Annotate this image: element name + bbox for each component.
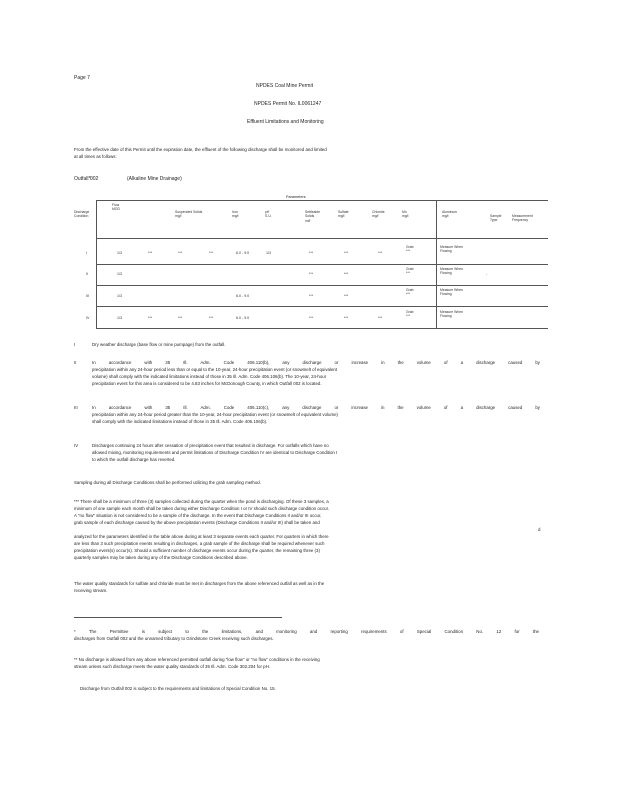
header-measurement-frequency: Measurement Frequency (512, 214, 533, 223)
row-divider (96, 264, 548, 265)
footnote-2-line: ** No discharge is allowed from any above referenced permitted outfall during "low flow" or "no flow" conditions in the receiving (74, 657, 320, 662)
row-value: *** (209, 316, 214, 320)
sampling-note: Sampling during all Discharge Conditions shall be performed utilizing the grab sampling method. (74, 480, 261, 485)
footnote-1-line: * The Permittee is subject to the limitations, and monitoring and reporting requirements of Special Condition No. 12 for the (74, 629, 539, 634)
footnote-1-line: discharges from Outfall 002 and the unnamed tributary to Grindstone Creek receiving such discharges. (74, 636, 274, 641)
row-frequency: Measure When Flowing (440, 310, 463, 319)
sampling-requirement-line: are less than 3 such precipitation events resulting in discharges, a grab sample of the discharge shall be required whenever such (74, 541, 325, 546)
row-condition: II (86, 272, 88, 276)
outfall-type: (Alkaline Mine Drainage) (127, 176, 182, 182)
row-sample-type: Grab *** (406, 267, 414, 276)
row-condition: I (86, 251, 87, 255)
footnote-separator (74, 617, 282, 618)
row-divider (96, 285, 548, 286)
header-mn: Mn mg/l (402, 210, 409, 219)
intro-line-1: From the effective date of this Permit until the expiration date, the effluent of the following discharge shall be monitored and limited (74, 147, 327, 152)
permit-title: NPDES Coal Mine Permit (256, 83, 313, 89)
condition-3-line: precipitation within any 24-hour period greater than the 10-year, 24-hour precipitation event (or snowmelt of equivalent volume) (92, 412, 339, 417)
row-flow-value: 1/3 (117, 294, 122, 298)
row-flow-value: 1/3 (117, 251, 122, 255)
condition-3-number: III (74, 405, 78, 410)
section-title: Effluent Limitations and Monitoring (247, 119, 324, 125)
condition-4-line: to which the outfall discharge has reverted. (92, 457, 176, 462)
condition-2-number: II (74, 360, 77, 365)
water-quality-line: receiving stream. (74, 588, 108, 593)
header-iron: Iron mg/l (232, 210, 239, 219)
condition-3-line: shall comply with the indicated limitations instead of those in 35 Ill. Adm. Code 406.106(b). (92, 419, 268, 424)
condition-1-text: Dry weather discharge (base flow or mine pumpage) from the outfall. (92, 342, 226, 347)
condition-2-line: precipitation within any 24-hour period less than or equal to the 10-year, 24-hour precipitation event (or snowmelt of equivalent (92, 367, 338, 372)
row-chloride: *** (344, 251, 349, 255)
row-divider (96, 306, 548, 307)
header-settleable: Settleable Solids ml/l (305, 210, 321, 223)
condition-1-number: I (74, 342, 76, 347)
row-sample-type: Grab *** (406, 288, 414, 297)
header-ph: pH S.U. (265, 210, 272, 219)
sampling-requirement-line: quarterly samples may be taken during any of the Discharge Conditions described above. (74, 555, 248, 560)
header-sample-type: Sample Type (490, 214, 502, 223)
row-sample-type: Grab *** (406, 245, 414, 254)
outfall-number: 002 (90, 176, 99, 182)
row-chloride: *** (344, 294, 349, 298)
table-top-rule (96, 200, 548, 201)
row-condition: III (86, 294, 89, 298)
row-frequency: Measure When Flowing (440, 288, 463, 297)
table-bottom-rule (96, 328, 548, 329)
header-discharge-condition: Discharge Condition (74, 210, 90, 219)
intro-line-2: at all times as follows: (74, 154, 117, 159)
header-suspended-solids: Suspended Solids mg/l (175, 210, 203, 219)
row-ph-range: 6.0 - 9.0 (236, 294, 250, 298)
parameters-title: Parameters (286, 195, 306, 199)
row-chloride: *** (344, 316, 349, 320)
condition-3-line: In accordance with 35 Ill. Adm. Code 406.110(c), any discharge or increase in the volume of a discharge caused by (92, 405, 540, 410)
condition-2-line: In accordance with 35 Ill. Adm. Code 406.110(b), any discharge or increase in the volume of a discharge caused by (92, 360, 540, 365)
row-ph-range: 6.0 - 9.0 (236, 316, 250, 320)
row-sulfate: *** (309, 272, 314, 276)
condition-4-number: IV (74, 443, 79, 448)
water-quality-line: The water quality standards for sulfate and chloride must be met in discharges from the above referenced outfall as well as in the (74, 581, 325, 586)
page-number: Page 7 (74, 75, 90, 81)
outfall-label: Outfall*: (74, 176, 92, 182)
row-value: *** (148, 251, 153, 255)
row-sample-type: Grab *** (406, 310, 414, 319)
row-note: - (486, 272, 488, 276)
row-value: *** (148, 316, 153, 320)
header-sulfate: Sulfate mg/l (338, 210, 349, 219)
row-flow-value: 1/3 (117, 316, 122, 320)
row-flow-value: 1/3 (117, 272, 122, 276)
footnote-2-line: stream unless such discharge meets the water quality standards of 35 Ill. Adm. Code 302.204 for pH. (74, 664, 270, 669)
row-chloride: *** (344, 272, 349, 276)
sampling-requirement-fragment: d (538, 527, 541, 532)
row-value: *** (178, 316, 183, 320)
table-header-rule (96, 238, 548, 239)
row-value: *** (178, 251, 183, 255)
sampling-requirement-line: *** There shall be a minimum of three (3) samples collected during the quarter when the pond is discharging. Of these 3 samples, a (74, 499, 329, 504)
sampling-requirement-line: A "no flow" situation is not considered to be a sample of the discharge. In the event that Discharge Conditions II and/or III occur, (74, 513, 322, 518)
sampling-requirement-line: precipitation event(s) occur(s). Should a sufficient number of discharge events occur during the quarter, the remaining three (3) (74, 548, 320, 553)
sampling-requirement-line: analyzed for the parameters identified in the table above during at least 3 separate events each quarter. For quarters in which there (74, 534, 329, 539)
row-sulfate: *** (309, 251, 314, 255)
row-frequency: Measure When Flowing (440, 245, 463, 254)
footnote-3: Discharge from Outfall 002 is subject to the requirements and limitations of Special Condition No. 15. (80, 686, 276, 691)
header-flow: Flow MGD (112, 203, 120, 212)
row-condition: IV (86, 316, 90, 320)
sampling-requirement-line: minimum of one sample each month shall be taken during either Discharge Condition I or IV should such discharge condition occur. (74, 506, 330, 511)
header-chloride: Chloride mg/l (372, 210, 385, 219)
header-aluminum: Aluminum mg/l (442, 210, 458, 219)
permit-number: NPDES Permit No. IL0061247 (254, 101, 322, 107)
row-ph-range: 6.0 - 9.0 (236, 251, 250, 255)
sampling-requirement-line: grab sample of each discharge caused by the above precipitation events (Discharge Conditions II and/or III) shall be taken and (74, 520, 320, 525)
row-frequency: Measure When Flowing (440, 267, 463, 276)
condition-2-line: precipitation event for this area is considered to be 4.83 inches for McDonough County, in which Outfall 002 is located. (92, 381, 322, 386)
row-sulfate: *** (309, 316, 314, 320)
row-value: *** (209, 251, 214, 255)
row-sulfate: *** (309, 294, 314, 298)
condition-4-line: allowed mixing, monitoring requirements and permit limitations of Discharge Condition IV are identical to Discharge Condition I (92, 450, 338, 455)
row-value: 1/3 (266, 251, 271, 255)
condition-4-line: Discharges continuing 24 hours after cessation of precipitation event that resulted in discharge. For outfalls which have no (92, 443, 329, 448)
condition-2-line: volume) shall comply with the indicated limitations instead of those in 35 Ill. Adm. Code 406.106(b). The 10-year, 24-hour (92, 374, 327, 379)
row-value: *** (378, 251, 383, 255)
row-value: *** (378, 316, 383, 320)
